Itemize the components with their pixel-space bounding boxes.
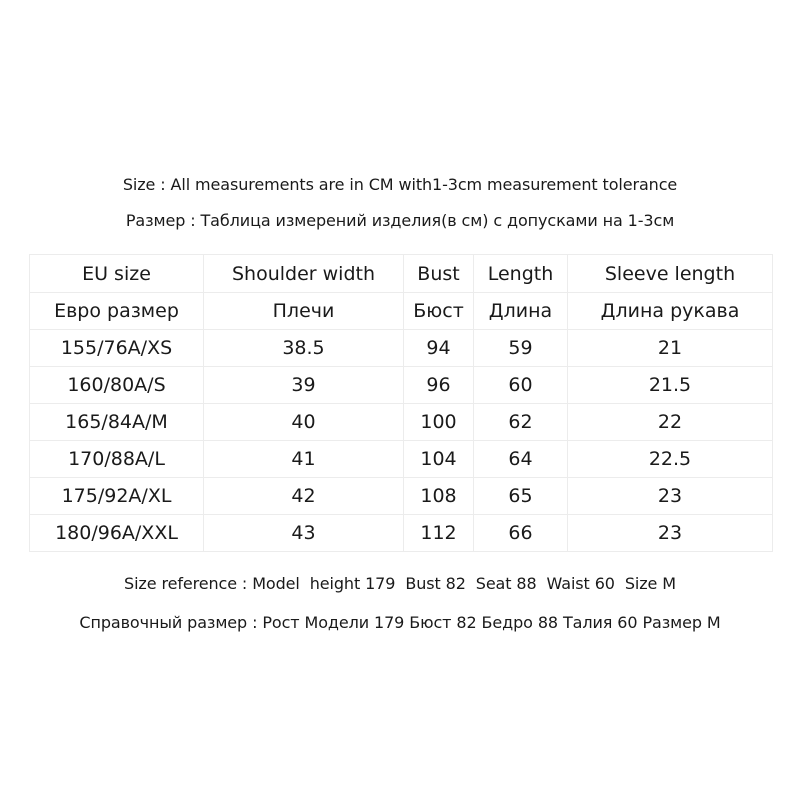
header-cell-sleeve-length-ru: Длина рукава — [568, 293, 773, 330]
table-row — [30, 330, 773, 367]
sleeve-cell: 21.5 — [568, 367, 773, 404]
header-cell-eu-size: EU size — [30, 255, 204, 293]
model-size-reference-english: Size reference : Model height 179 Bust 82 Seat 88 Waist 60 Size M — [124, 574, 676, 593]
size-cell: 155/76A/XS — [30, 330, 204, 367]
bust-cell: 96 — [404, 367, 474, 404]
bust-cell: 104 — [404, 441, 474, 478]
bust-cell: 100 — [404, 404, 474, 441]
table-row — [30, 478, 773, 515]
shoulder-cell: 40 — [204, 404, 404, 441]
shoulder-cell: 43 — [204, 515, 404, 552]
header-cell-shoulder-width-ru: Плечи — [204, 293, 404, 330]
table-row — [30, 367, 773, 404]
size-chart-table — [29, 254, 773, 552]
header-cell-shoulder-width: Shoulder width — [204, 255, 404, 293]
size-cell: 165/84A/M — [30, 404, 204, 441]
table-row — [30, 515, 773, 552]
header-cell-bust: Bust — [404, 255, 474, 293]
table-row — [30, 404, 773, 441]
size-cell: 175/92A/XL — [30, 478, 204, 515]
sleeve-cell: 23 — [568, 478, 773, 515]
length-cell: 65 — [474, 478, 568, 515]
header-cell-eu-size-ru: Евро размер — [30, 293, 204, 330]
header-cell-sleeve-length: Sleeve length — [568, 255, 773, 293]
length-cell: 59 — [474, 330, 568, 367]
length-cell: 62 — [474, 404, 568, 441]
shoulder-cell: 39 — [204, 367, 404, 404]
bust-cell: 112 — [404, 515, 474, 552]
shoulder-cell: 38.5 — [204, 330, 404, 367]
size-cell: 170/88A/L — [30, 441, 204, 478]
length-cell: 66 — [474, 515, 568, 552]
header-row-english — [30, 255, 773, 293]
sleeve-cell: 23 — [568, 515, 773, 552]
length-cell: 64 — [474, 441, 568, 478]
sleeve-cell: 21 — [568, 330, 773, 367]
header-cell-bust-ru: Бюст — [404, 293, 474, 330]
measurement-note-russian: Размер : Таблица измерений изделия(в см) с допусками на 1-3см — [125, 211, 675, 230]
model-size-reference-russian: Справочный размер : Рост Модели 179 Бюст 82 Бедро 88 Талия 60 Размер M — [79, 613, 721, 632]
sleeve-cell: 22.5 — [568, 441, 773, 478]
sleeve-cell: 22 — [568, 404, 773, 441]
header-row-russian — [30, 293, 773, 330]
size-cell: 180/96A/XXL — [30, 515, 204, 552]
shoulder-cell: 41 — [204, 441, 404, 478]
header-cell-length: Length — [474, 255, 568, 293]
length-cell: 60 — [474, 367, 568, 404]
bust-cell: 94 — [404, 330, 474, 367]
shoulder-cell: 42 — [204, 478, 404, 515]
header-cell-length-ru: Длина — [474, 293, 568, 330]
bust-cell: 108 — [404, 478, 474, 515]
size-cell: 160/80A/S — [30, 367, 204, 404]
measurement-note-english: Size : All measurements are in CM with1-3cm measurement tolerance — [122, 175, 678, 194]
table-row — [30, 441, 773, 478]
